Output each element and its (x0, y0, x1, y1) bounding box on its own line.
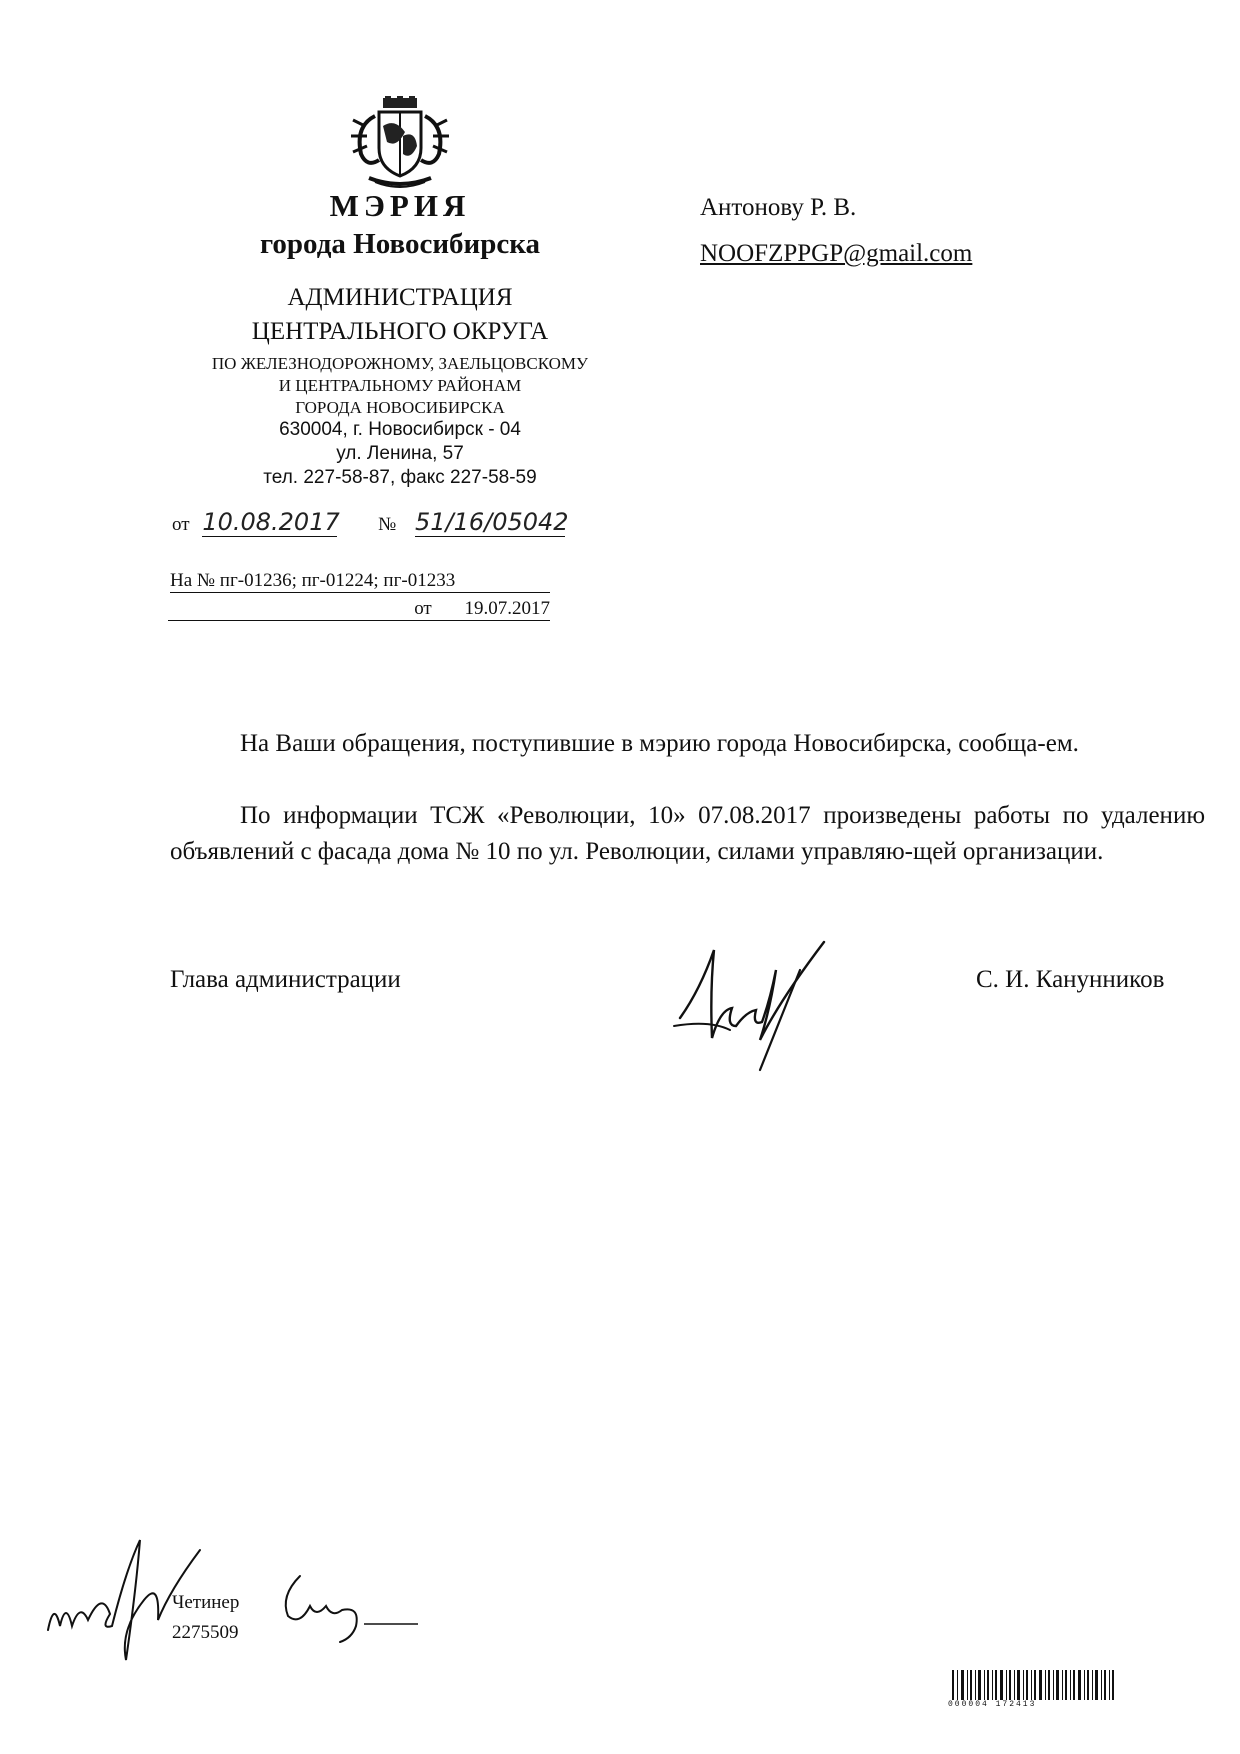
date-prefix: от (172, 514, 190, 535)
recipient-name: Антонову Р. В. (700, 194, 857, 221)
signatory-name: С. И. Канунников (976, 966, 1165, 993)
address-line-2: ул. Ленина, 57 (336, 443, 464, 464)
registration-number: 51/16/05042 (414, 508, 569, 536)
executor-phone: 2275509 (172, 1622, 239, 1643)
reference-date-prefix: от (414, 598, 432, 619)
number-prefix: № (378, 514, 397, 535)
address-line-1: 630004, г. Новосибирск - 04 (279, 419, 521, 440)
registration-line (172, 508, 569, 537)
recipient-email: NOOFZPPGP@gmail.com (700, 240, 973, 267)
handwritten-signature (670, 930, 860, 1080)
reference-numbers: На № пг-01236; пг-01224; пг-01233 (170, 570, 550, 593)
body-paragraph-2: По информации ТСЖ «Революции, 10» 07.08.2017 произведены работы по удалению объявлений с фасада дома № 10 по ул. Революции, силами управляю-щей организации. (170, 802, 1205, 865)
city-coat-of-arms-emblem (345, 96, 455, 192)
reference-date: 19.07.2017 (464, 598, 550, 619)
barcode-number: 000004 172413 (948, 1700, 1037, 1709)
org-city: города Новосибирска (259, 228, 541, 260)
phone-line: тел. 227-58-87, факс 227-58-59 (263, 467, 537, 488)
districts-line-1: ПО ЖЕЛЕЗНОДОРОЖНОМУ, ЗАЕЛЬЦОВСКОМУ (211, 354, 589, 373)
districts-line-3: ГОРОДА НОВОСИБИРСКА (295, 398, 505, 417)
admin-line-1: АДМИНИСТРАЦИЯ (287, 284, 513, 311)
reference-date-line (168, 598, 550, 621)
registration-date: 10.08.2017 (202, 508, 340, 536)
executor-name: Четинер (172, 1592, 240, 1613)
body-paragraph-1: На Ваши обращения, поступившие в мэрию города Новосибирска, сообща-ем. (240, 730, 1079, 757)
org-title: МЭРИЯ (329, 188, 471, 223)
document-barcode (950, 1670, 1130, 1722)
admin-line-2: ЦЕНТРАЛЬНОГО ОКРУГА (251, 318, 549, 345)
signatory-position: Глава администрации (170, 966, 401, 993)
executor-signature (270, 1566, 430, 1646)
districts-line-2: И ЦЕНТРАЛЬНОМУ РАЙОНАМ (278, 376, 522, 395)
